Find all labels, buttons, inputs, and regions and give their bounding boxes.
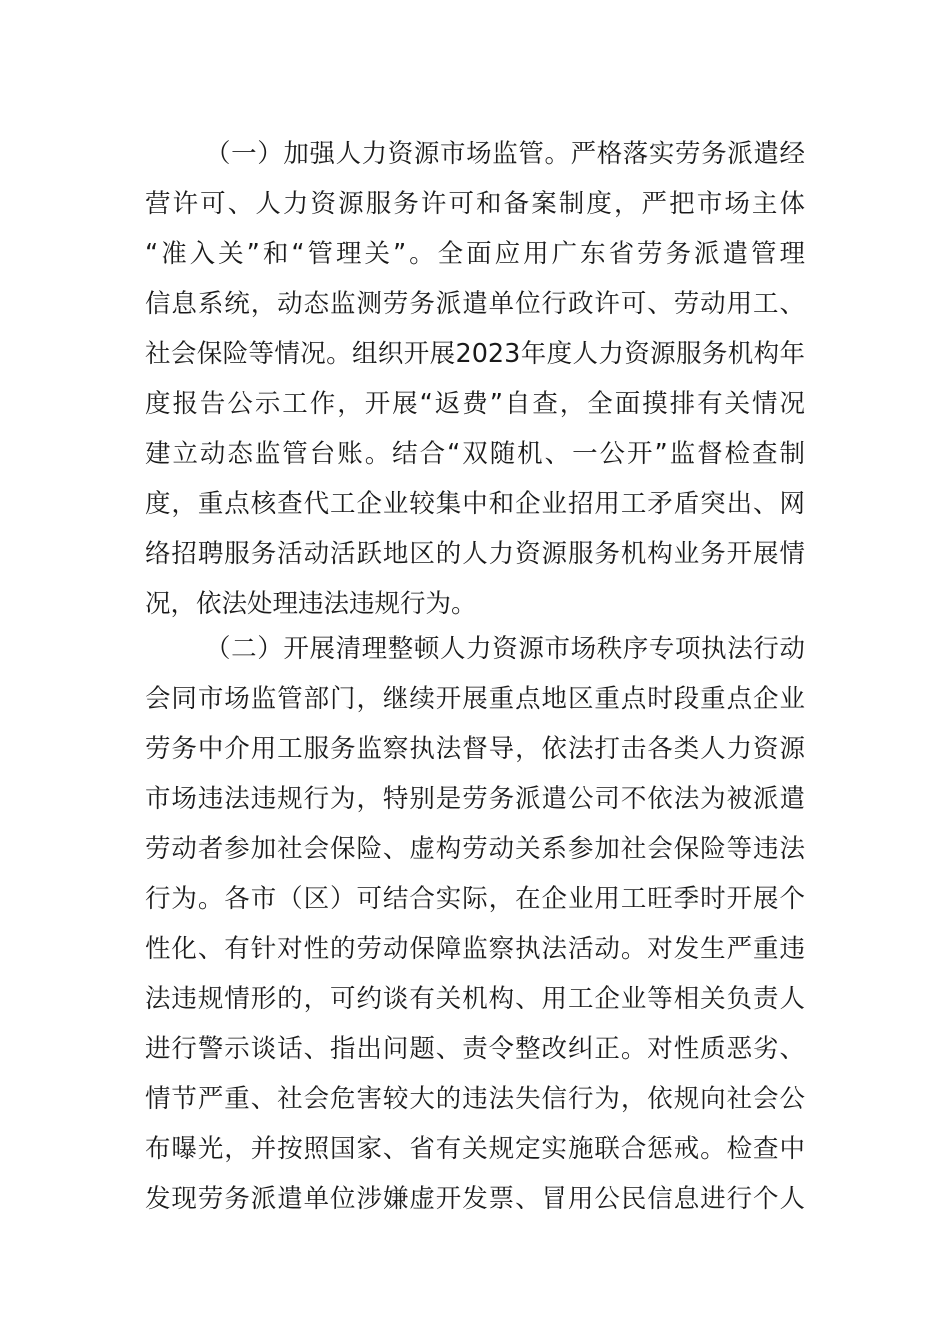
text-line: 络招聘服务活动活跃地区的人力资源服务机构业务开展情 (145, 539, 805, 569)
text-line: 劳动者参加社会保险、虚构劳动关系参加社会保险等违法 (145, 834, 805, 864)
text-line: 布曝光，并按照国家、省有关规定实施联合惩戒。检查中 (145, 1134, 805, 1164)
text-line: 情节严重、社会危害较大的违法失信行为，依规向社会公 (145, 1084, 805, 1114)
text-line: 市场违法违规行为，特别是劳务派遣公司不依法为被派遣 (145, 784, 805, 814)
text-line: （二）开展清理整顿人力资源市场秩序专项执法行动 (205, 634, 805, 664)
text-line: 度报告公示工作，开展“返费”自查，全面摸排有关情况 (145, 389, 805, 419)
text-line: 进行警示谈话、指出问题、责令整改纠正。对性质恶劣、 (145, 1034, 805, 1064)
text-line: 况，依法处理违法违规行为。 (145, 589, 477, 619)
text-line: 性化、有针对性的劳动保障监察执法活动。对发生严重违 (145, 934, 805, 964)
text-line: 信息系统，动态监测劳务派遣单位行政许可、劳动用工、 (145, 289, 805, 319)
text-line: 行为。各市（区）可结合实际，在企业用工旺季时开展个 (145, 884, 805, 914)
text-line: 发现劳务派遣单位涉嫌虚开发票、冒用公民信息进行个人 (145, 1184, 805, 1214)
text-line: 建立动态监管台账。结合“双随机、一公开”监督检查制 (145, 439, 805, 469)
text-line: （一）加强人力资源市场监管。严格落实劳务派遣经 (205, 139, 805, 169)
text-line: “准入关”和“管理关”。全面应用广东省劳务派遣管理 (145, 239, 805, 269)
text-line: 社会保险等情况。组织开展2023年度人力资源服务机构年 (145, 339, 805, 369)
text-line: 会同市场监管部门，继续开展重点地区重点时段重点企业 (145, 684, 805, 714)
text-line: 营许可、人力资源服务许可和备案制度，严把市场主体 (145, 189, 805, 219)
text-line: 劳务中介用工服务监察执法督导，依法打击各类人力资源 (145, 734, 805, 764)
text-line: 法违规情形的，可约谈有关机构、用工企业等相关负责人 (145, 984, 805, 1014)
text-line: 度，重点核查代工企业较集中和企业招用工矛盾突出、网 (145, 489, 805, 519)
